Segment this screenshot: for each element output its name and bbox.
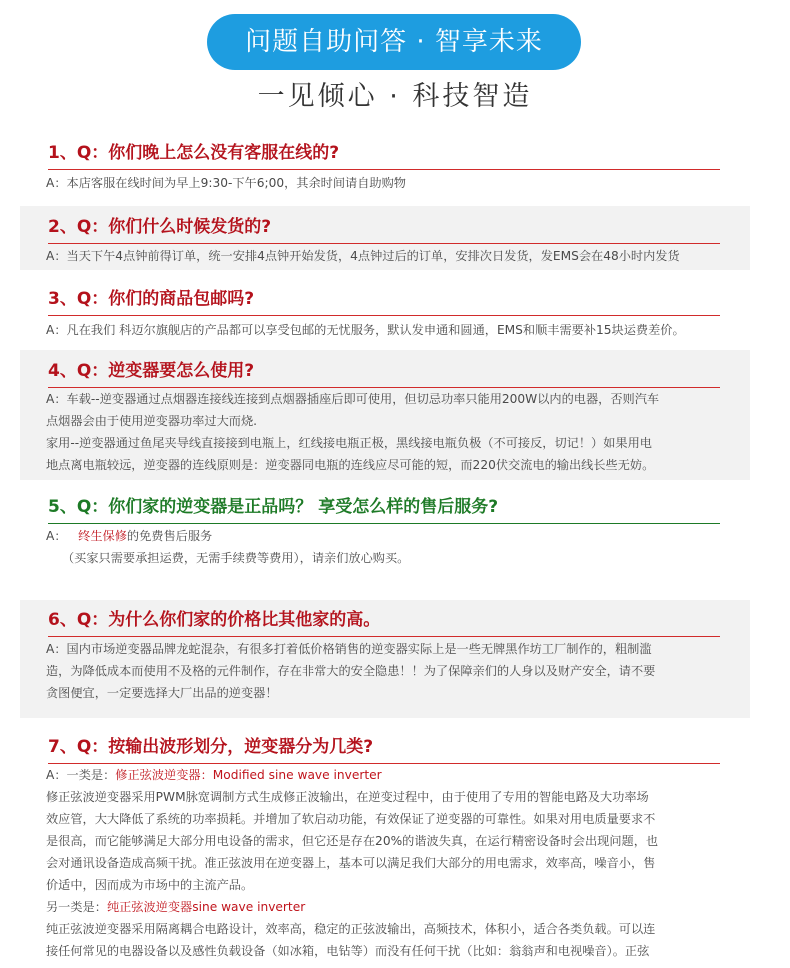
faq-question: 1、Q：你们晚上怎么没有客服在线的? — [48, 138, 720, 170]
faq-item-5 — [20, 492, 750, 572]
faq-item-7 — [20, 732, 750, 968]
faq-answer: A：当天下午4点钟前得订单，统一安排4点钟开始发货，4点钟过后的订单，安排次日发货，发EMS会在48小时内发货 — [46, 249, 680, 263]
faq-question: 3、Q：你们的商品包邮吗? — [48, 284, 720, 316]
faq-item-2 — [20, 206, 750, 270]
faq-answer: A： 终生保修的免费售后服务 （买家只需要承担运费，无需手续费等费用），请亲们放心购买。 — [46, 529, 410, 565]
page-subtitle: 一见倾心 · 科技智造 — [257, 81, 533, 112]
faq-item-4 — [20, 350, 750, 480]
faq-answer: A：凡在我们 科迈尔旗舰店的产品都可以享受包邮的无忧服务，默认发申通和圆通，EMS和顺丰需要补15块运费差价。 — [46, 323, 685, 337]
faq-answer: A：一类是：修正弦波逆变器：Modified sine wave inverter 修正弦波逆变器采用PWM脉宽调制方式生成修正波输出，在逆变过程中，由于使用了专用的智能电路及大功率场 效应管，大大降低了系统的功率损耗。并增加了软启动功能，有效保证了逆变器的可靠性。如果对用电质量要求不 是很高，而它能够满足大部分用电设备的需求，但它还是存在20%的谐波失真，在运行精密设备时会出现问题，也 会对通讯设备造成高频干扰。准正弦波用在逆变器上，基本可以满足我们大部分的用电需求，效率高，噪音小，售 价适中，因而成为市场中的主流产品。 另一类是：纯正弦波逆变器sine wave inverter 纯正弦波逆变器采用隔离耦合电路设计，效率高，稳定的正弦波输出，高频技术，体积小，适合各类负载。可以连 接任何常见的电器设备以及感性负载设备（如冰箱，电钻等）而没有任何干扰（比如：翁翁声和电视噪音）。正弦 — [46, 768, 659, 958]
faq-item-1 — [20, 138, 750, 198]
faq-answer: A：本店客服在线时间为早上9:30-下午6;00，其余时间请自助购物 — [46, 176, 406, 190]
faq-answer: A：车载--逆变器通过点烟器连接线连接到点烟器插座后即可使用，但切忌功率只能用200W以内的电器，否则汽车 点烟器会由于使用逆变器功率过大而烧. 家用--逆变器通过鱼尾夹导线直接接到电瓶上，红线接电瓶正极，黑线接电瓶负极（不可接反，切记！）如果用电 地点离电瓶较远，逆变器的连线原则是：逆变器同电瓶的连线应尽可能的短，而220伏交流电的输出线长些无妨。 — [46, 392, 660, 472]
faq-item-3 — [20, 284, 750, 344]
faq-question: 4、Q：逆变器要怎么使用? — [48, 356, 720, 388]
header-pill-title: 问题自助问答 · 智享未来 — [207, 14, 581, 70]
faq-item-6 — [20, 600, 750, 718]
faq-answer: A：国内市场逆变器品牌龙蛇混杂，有很多打着低价格销售的逆变器实际上是一些无牌黑作坊工厂制作的，粗制滥 造，为降低成本而使用不及格的元件制作，存在非常大的安全隐患！！为了保障亲们的人身以及财产安全，请不要 贪图便宜，一定要选择大厂出品的逆变器！ — [46, 642, 656, 700]
faq-question: 6、Q：为什么你们家的价格比其他家的高。 — [48, 605, 720, 637]
faq-question: 2、Q：你们什么时候发货的? — [48, 212, 720, 244]
faq-question: 5、Q：你们家的逆变器是正品吗？ 享受怎么样的售后服务? — [48, 492, 720, 524]
faq-question: 7、Q：按输出波形划分，逆变器分为几类? — [48, 732, 720, 764]
